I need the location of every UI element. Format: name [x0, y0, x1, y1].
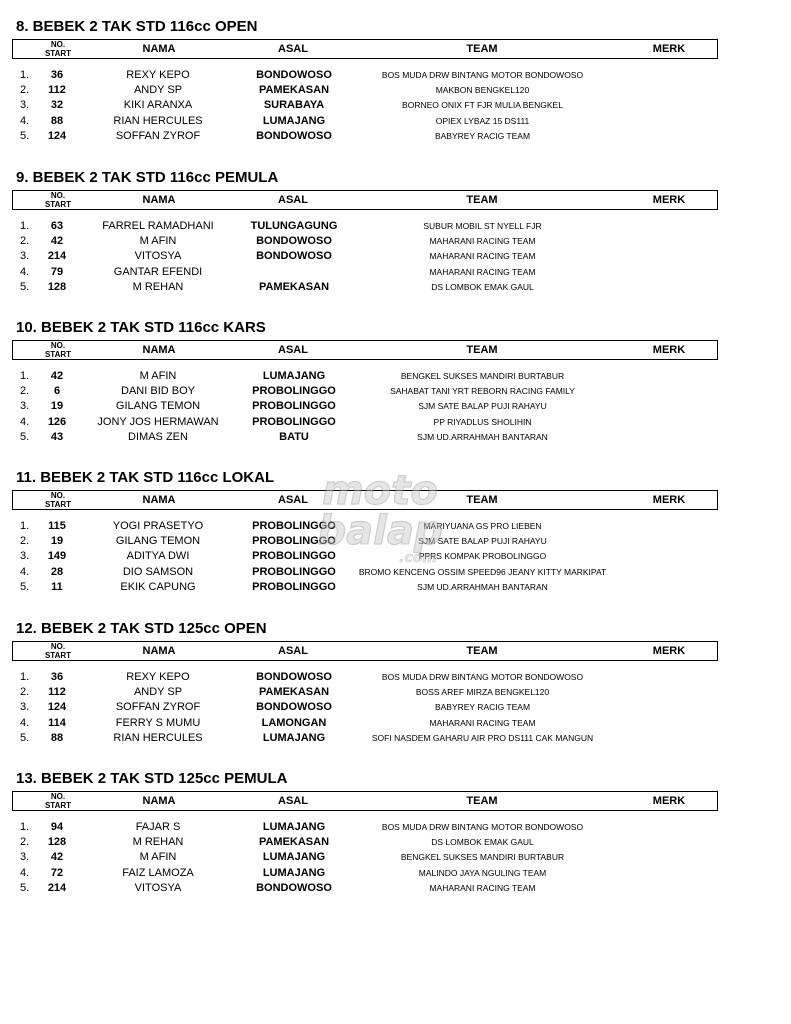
watermark-logo: [300, 462, 460, 572]
table-row: 5. 88 RIAN HERCULES LUMAJANG SOFI NASDEM GAHARU AIR PRO DS111 CAK MANGUN: [20, 732, 594, 744]
table-header: [12, 641, 718, 661]
table-row: 1. 115 YOGI PRASETYO PROBOLINGGO MARIYUANA GS PRO LIEBEN: [20, 520, 542, 532]
header-asal: ASAL: [278, 194, 308, 206]
table-row: 5. 214 VITOSYA BONDOWOSO MAHARANI RACING TEAM: [20, 882, 536, 894]
header-team: TEAM: [466, 494, 498, 506]
header-asal: ASAL: [278, 795, 308, 807]
table-row: 3. 32 KIKI ARANXA SURABAYA BORNEO ONIX FT FJR MULIA BENGKEL: [20, 99, 563, 111]
table-row: 3. 19 GILANG TEMON PROBOLINGGO SJM SATE BALAP PUJI RAHAYU: [20, 400, 547, 412]
header-merk: MERK: [652, 43, 686, 55]
section-title: 13. BEBEK 2 TAK STD 125cc PEMULA: [16, 770, 288, 787]
table-row: 2. 128 M REHAN PAMEKASAN DS LOMBOK EMAK GAUL: [20, 836, 534, 848]
table-row: 5. 43 DIMAS ZEN BATU SJM UD.ARRAHMAH BANTARAN: [20, 431, 548, 443]
header-nama: NAMA: [142, 43, 176, 55]
table-header: [12, 340, 718, 360]
header-team: TEAM: [466, 43, 498, 55]
table-row: 5. 11 EKIK CAPUNG PROBOLINGGO SJM UD.ARRAHMAH BANTARAN: [20, 581, 548, 593]
header-merk: MERK: [652, 344, 686, 356]
section-title: 11. BEBEK 2 TAK STD 116cc LOKAL: [16, 469, 275, 486]
watermark-text-3: .com: [399, 550, 437, 566]
table-row: 1. 94 FAJAR S LUMAJANG BOS MUDA DRW BINTANG MOTOR BONDOWOSO: [20, 821, 584, 833]
header-merk: MERK: [652, 645, 686, 657]
table-row: 1. 63 FARREL RAMADHANI TULUNGAGUNG SUBUR MOBIL ST NYELL FJR: [20, 220, 542, 232]
table-row: 2. 6 DANI BID BOY PROBOLINGGO SAHABAT TANI YRT REBORN RACING FAMILY: [20, 385, 575, 397]
header-no-start: NO. START: [44, 40, 72, 58]
header-nama: NAMA: [142, 344, 176, 356]
table-row: 4. 79 GANTAR EFENDI MAHARANI RACING TEAM: [20, 266, 536, 278]
header-asal: ASAL: [278, 344, 308, 356]
table-row: 3. 124 SOFFAN ZYROF BONDOWOSO BABYREY RACIG TEAM: [20, 701, 531, 713]
header-asal: ASAL: [278, 43, 308, 55]
table-row: 3. 149 ADITYA DWI PROBOLINGGO PPRS KOMPAK PROBOLINGGO: [20, 550, 547, 562]
table-row: 4. 88 RIAN HERCULES LUMAJANG OPIEX LYBAZ 15 DS111: [20, 115, 530, 127]
watermark-text-1: moto: [322, 468, 438, 514]
table-row: 4. 28 DIO SAMSON PROBOLINGGO BROMO KENCENG OSSIM SPEED96 JEANY KITTY MARKIPAT: [20, 566, 607, 578]
header-no-start: NO. START: [44, 491, 72, 509]
header-team: TEAM: [466, 194, 498, 206]
section-title: 9. BEBEK 2 TAK STD 116cc PEMULA: [16, 169, 279, 186]
table-row: 4. 114 FERRY S MUMU LAMONGAN MAHARANI RACING TEAM: [20, 717, 536, 729]
watermark-text-2: balap: [317, 508, 443, 554]
header-asal: ASAL: [278, 494, 308, 506]
table-row: 5. 128 M REHAN PAMEKASAN DS LOMBOK EMAK GAUL: [20, 281, 534, 293]
header-team: TEAM: [466, 645, 498, 657]
table-row: 3. 42 M AFIN LUMAJANG BENGKEL SUKSES MANDIRI BURTABUR: [20, 851, 565, 863]
header-asal: ASAL: [278, 645, 308, 657]
table-header: [12, 190, 718, 210]
table-row: 4. 72 FAIZ LAMOZA LUMAJANG MALINDO JAYA NGULING TEAM: [20, 867, 547, 879]
header-no-start: NO. START: [44, 341, 72, 359]
section-title: 12. BEBEK 2 TAK STD 125cc OPEN: [16, 620, 267, 637]
header-merk: MERK: [652, 194, 686, 206]
header-no-start: NO. START: [44, 642, 72, 660]
header-nama: NAMA: [142, 645, 176, 657]
header-team: TEAM: [466, 795, 498, 807]
header-no-start: NO. START: [44, 191, 72, 209]
table-row: 1. 36 REXY KEPO BONDOWOSO BOS MUDA DRW BINTANG MOTOR BONDOWOSO: [20, 69, 584, 81]
table-row: 3. 214 VITOSYA BONDOWOSO MAHARANI RACING TEAM: [20, 250, 536, 262]
header-merk: MERK: [652, 795, 686, 807]
header-nama: NAMA: [142, 795, 176, 807]
table-row: 2. 42 M AFIN BONDOWOSO MAHARANI RACING TEAM: [20, 235, 536, 247]
table-row: 5. 124 SOFFAN ZYROF BONDOWOSO BABYREY RACIG TEAM: [20, 130, 531, 142]
table-row: 1. 42 M AFIN LUMAJANG BENGKEL SUKSES MANDIRI BURTABUR: [20, 370, 565, 382]
header-no-start: NO. START: [44, 792, 72, 810]
table-row: 2. 19 GILANG TEMON PROBOLINGGO SJM SATE BALAP PUJI RAHAYU: [20, 535, 547, 547]
table-row: 4. 126 JONY JOS HERMAWAN PROBOLINGGO PP RIYADLUS SHOLIHIN: [20, 416, 532, 428]
header-nama: NAMA: [142, 194, 176, 206]
section-title: 10. BEBEK 2 TAK STD 116cc KARS: [16, 319, 266, 336]
header-merk: MERK: [652, 494, 686, 506]
table-row: 1. 36 REXY KEPO BONDOWOSO BOS MUDA DRW BINTANG MOTOR BONDOWOSO: [20, 671, 584, 683]
header-nama: NAMA: [142, 494, 176, 506]
header-team: TEAM: [466, 344, 498, 356]
table-row: 2. 112 ANDY SP PAMEKASAN BOSS AREF MIRZA BENGKEL120: [20, 686, 550, 698]
table-header: [12, 791, 718, 811]
table-header: [12, 39, 718, 59]
table-row: 2. 112 ANDY SP PAMEKASAN MAKBON BENGKEL120: [20, 84, 530, 96]
section-title: 8. BEBEK 2 TAK STD 116cc OPEN: [16, 18, 258, 35]
